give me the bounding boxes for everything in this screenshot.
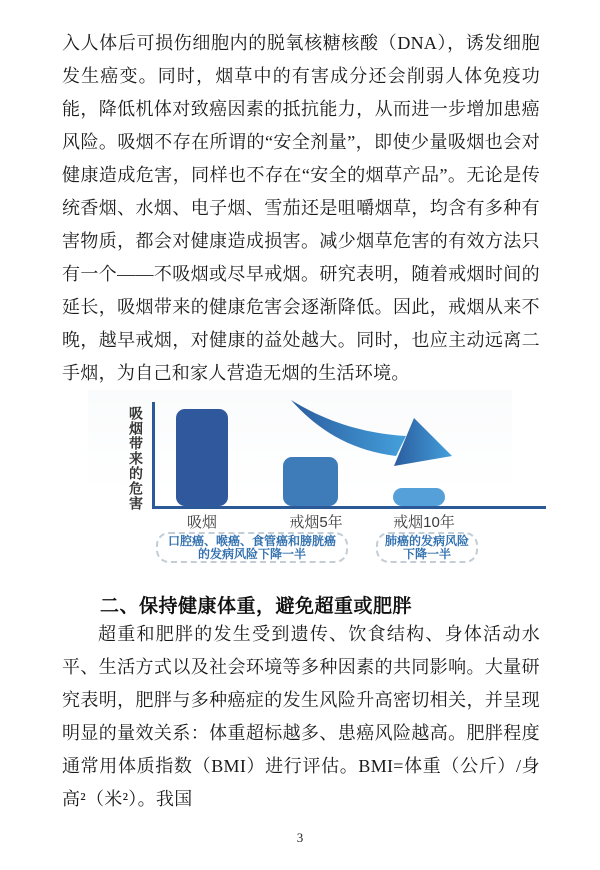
chart-x-label-quit-5-years: 戒烟5年 [289,514,343,531]
chart-x-label-smoking: 吸烟 [186,514,217,531]
section-heading: 二、保持健康体重，避免超重或肥胖 [100,596,413,617]
chart-x-axis-line [152,506,546,509]
body-paragraph-2: 超重和肥胖的发生受到遗传、饮食结构、身体活动水平、生活方式以及社会环境等多种因素的共同影响。大量研究表明，肥胖与多种癌症的发生风险升高密切相关，并呈现明显的量效关系：体重超标越多、患癌风险越高。肥胖程度通常用体质指数（BMI）进行评估。BMI=体重（公斤）/身高²（米²）。我国 [62,624,540,809]
smoking-risk-chart [88,390,512,578]
callout-quit-10-years: 肺癌的发病风险下降一半 [376,532,478,563]
page-number: 3 [296,830,304,845]
chart-bar-smoking [176,409,228,506]
body-paragraph-1: 入人体后可损伤细胞内的脱氧核糖核酸（DNA），诱发细胞发生癌变。同时，烟草中的有害成分还会削弱人体免疫功能，降低机体对致癌因素的抵抗能力，从而进一步增加患癌风险。吸烟不存在所谓的“安全剂量”，即使少量吸烟也会对健康造成危害，同样也不存在“安全的烟草产品”。无论是传统香烟、水烟、电子烟、雪茄还是咀嚼烟草，均含有多种有害物质，都会对健康造成损害。减少烟草危害的有效方法只有一个——不吸烟或尽早戒烟。研究表明，随着戒烟时间的延长，吸烟带来的健康危害会逐渐降低。因此，戒烟从来不晚，越早戒烟，对健康的益处越大。同时，也应主动远离二手烟，为自己和家人营造无烟的生活环境。 [62,33,540,383]
chart-y-axis-label: 吸烟带来的危害 [127,406,142,511]
chart-bar-quit-10-years [393,488,445,506]
chart-y-axis-line [152,402,155,508]
callout-quit-5-years: 口腔癌、喉癌、食管癌和膀胱癌的发病风险下降一半 [156,532,348,563]
chart-x-label-quit-10-years: 戒烟10年 [393,514,455,531]
decreasing-trend-arrow-icon [288,398,460,480]
